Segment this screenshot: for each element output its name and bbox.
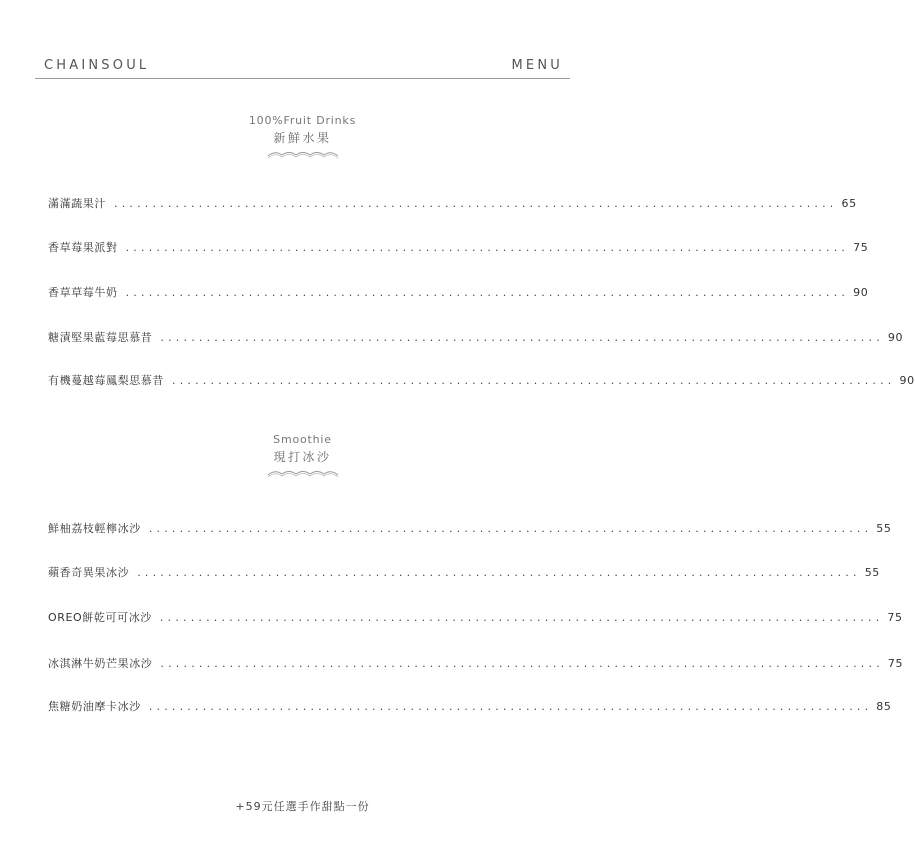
menu-item — [48, 655, 904, 671]
dot-leader: .............................................................................................. — [125, 286, 850, 299]
menu-item — [48, 239, 869, 255]
item-name: 有機蔓越莓鳳梨思慕昔 — [48, 374, 164, 387]
header-divider — [35, 78, 570, 79]
section-heading-fruit-drinks — [0, 114, 605, 160]
menu-item — [48, 520, 892, 536]
section-heading-smoothie — [0, 433, 605, 479]
wave-divider-icon — [267, 150, 339, 160]
item-name: 滿滿蔬果汁 — [48, 197, 106, 210]
dot-leader: .............................................................................................. — [125, 241, 850, 254]
item-price: 65 — [841, 197, 857, 210]
item-price: 85 — [876, 700, 892, 713]
menu-item — [48, 564, 880, 580]
menu-item — [48, 329, 904, 345]
menu-item — [48, 195, 857, 211]
section-title-en: Smoothie — [273, 433, 332, 446]
item-price: 90 — [853, 286, 869, 299]
menu-item — [48, 609, 903, 625]
item-name: 糖漬堅果藍莓思慕昔 — [48, 331, 153, 344]
item-price: 75 — [853, 241, 869, 254]
section-title-zh: 新鮮水果 — [273, 131, 332, 145]
menu-label: MENU — [511, 58, 563, 73]
item-name: 香草草莓牛奶 — [48, 286, 118, 299]
menu-item — [48, 372, 915, 388]
dot-leader: .............................................................................................. — [159, 611, 884, 624]
dot-leader: .............................................................................................. — [137, 566, 861, 579]
add-on-note: +59元任選手作甜點一份 — [235, 800, 370, 813]
section-title-zh: 現打冰沙 — [273, 450, 332, 464]
item-name: 香草莓果派對 — [48, 241, 118, 254]
item-price: 90 — [887, 331, 904, 344]
dot-leader: .............................................................................................. — [148, 522, 873, 535]
item-name: 冰淇淋牛奶芒果冰沙 — [48, 657, 153, 670]
wave-divider-icon — [267, 469, 339, 479]
item-price: 55 — [876, 522, 892, 535]
dot-leader: .............................................................................................. — [160, 331, 884, 344]
item-price: 55 — [864, 566, 880, 579]
dot-leader: .............................................................................................. — [160, 657, 884, 670]
dot-leader: .............................................................................................. — [148, 700, 873, 713]
menu-item — [48, 284, 869, 300]
dot-leader: .............................................................................................. — [114, 197, 838, 210]
item-name: 鮮柚荔枝輕檸冰沙 — [48, 522, 141, 535]
section-title-en: 100%Fruit Drinks — [248, 114, 357, 127]
item-name: 焦糖奶油摩卡冰沙 — [48, 700, 141, 713]
item-price: 90 — [899, 374, 915, 387]
item-price: 75 — [887, 611, 903, 624]
item-name: OREO餅乾可可冰沙 — [48, 611, 152, 624]
item-price: 75 — [887, 657, 904, 670]
item-name: 蘋香奇異果冰沙 — [48, 566, 130, 579]
menu-item — [48, 698, 892, 714]
dot-leader: .............................................................................................. — [172, 374, 896, 387]
brand-name: CHAINSOUL — [44, 58, 150, 73]
